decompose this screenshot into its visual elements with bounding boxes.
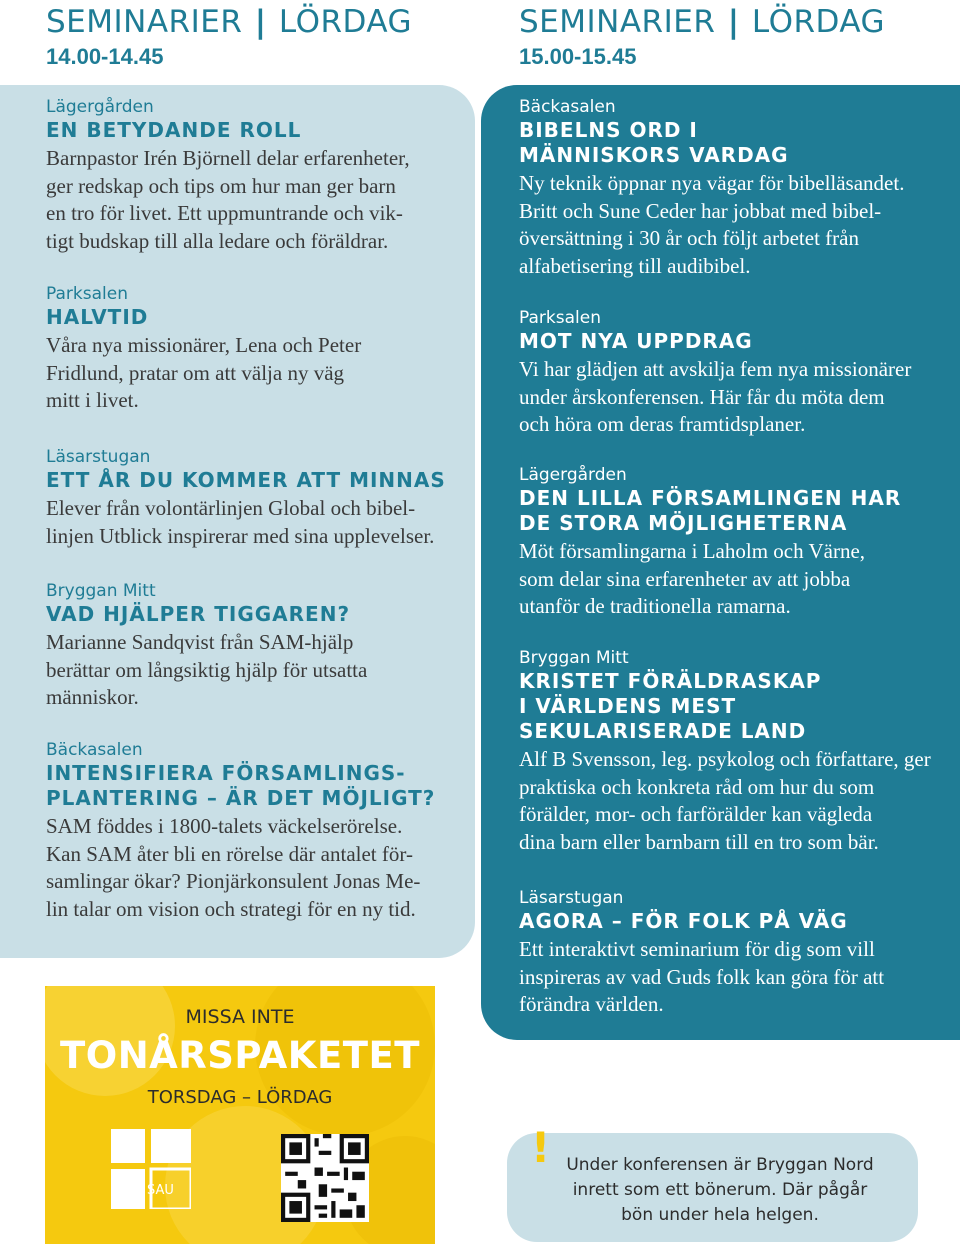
session-title (46, 305, 361, 330)
left-time: 14.00-14.45 (46, 44, 164, 69)
description-line: Ny teknik öppnar nya vägar för bibelläsandet. (519, 171, 905, 195)
session-item (519, 887, 884, 1019)
session-title-line: VAD HJÄLPER TIGGAREN? (46, 602, 351, 626)
description-line: Våra nya missionärer, Lena och Peter (46, 333, 362, 357)
left-header-label: SEMINARIER (46, 4, 243, 40)
description-line: mitt i livet. (46, 388, 139, 412)
description-line: alfabetisering till audibibel. (519, 253, 751, 278)
session-location: Bryggan Mitt (519, 648, 629, 668)
session-title-line: BIBELNS ORD I (519, 118, 698, 142)
left-header (46, 4, 412, 40)
notice-text (547, 1153, 893, 1228)
session-item (46, 283, 361, 415)
session-title-line: MÄNNISKORS VARDAG (519, 143, 789, 167)
description-line: människor. (46, 685, 139, 709)
session-title (46, 118, 410, 143)
session-title (46, 468, 446, 493)
session-title-line: I VÄRLDENS MEST (519, 694, 737, 718)
session-description (46, 813, 435, 923)
description-line: Barnpastor Irén Björnell delar erfarenheter, (46, 146, 410, 170)
session-item (46, 446, 446, 550)
session-description (46, 629, 367, 712)
session-title-line: EN BETYDANDE ROLL (46, 118, 302, 142)
session-location: Bryggan Mitt (46, 581, 156, 601)
session-title-line: HALVTID (46, 305, 149, 329)
right-header-divider: | (727, 4, 740, 40)
exclamation-icon: ! (531, 1123, 551, 1172)
description-line: linjen Utblick inspirerar med sina upplevelser. (46, 523, 435, 548)
description-line: under årskonferensen. Här får du möta dem (519, 384, 885, 409)
description-line: ger redskap och tips om hur man ger barn (46, 173, 396, 198)
session-item (519, 96, 904, 280)
session-description (46, 145, 410, 255)
description-line: Möt församlingarna i Laholm och Värne, (519, 539, 866, 563)
session-item (46, 580, 367, 712)
session-title-line: ETT ÅR DU KOMMER ATT MINNAS (46, 468, 446, 492)
session-description (519, 356, 911, 439)
session-title-line: DE STORA MÖJLIGHETERNA (519, 511, 848, 535)
session-item (46, 739, 435, 923)
sau-logo-text: SAU (147, 1183, 174, 1198)
notice-line: Under konferensen är Bryggan Nord (566, 1155, 874, 1175)
session-item (46, 96, 410, 255)
description-line: Vi har glädjen att avskilja fem nya missionärer (519, 357, 912, 381)
session-title-line: KRISTET FÖRÄLDRASKAP (519, 669, 822, 693)
description-line: Britt och Sune Ceder har jobbat med bibel- (519, 198, 882, 223)
description-line: praktiska och konkreta råd om hur du som (519, 774, 875, 799)
left-header-divider: | (254, 4, 267, 40)
description-line: tigt budskap till alla ledare och föräldrar. (46, 228, 389, 253)
session-description (46, 495, 446, 550)
description-line: samlingar ökar? Pionjärkonsulent Jonas Me- (46, 869, 421, 893)
session-title (519, 909, 884, 934)
description-line: inspireras av vad Guds folk kan göra för att (519, 964, 885, 989)
notice-line: bön under hela helgen. (621, 1205, 819, 1225)
session-title (519, 329, 911, 354)
description-line: förälder, mor- och farförälder kan vägleda (519, 802, 873, 826)
session-title (519, 118, 904, 168)
right-header-day: LÖRDAG (751, 4, 886, 40)
session-item (519, 647, 931, 856)
promo-banner (45, 986, 435, 1244)
session-title (46, 602, 367, 627)
session-description (519, 936, 884, 1019)
qr-code-icon[interactable] (281, 1134, 369, 1222)
description-line: berättar om långsiktig hjälp för utsatta (46, 657, 368, 682)
description-line: en tro för livet. Ett uppmuntrande och vik- (46, 201, 403, 225)
promo-kicker: MISSA INTE (185, 1006, 295, 1028)
session-description (519, 746, 931, 856)
session-title (46, 761, 435, 811)
session-item (519, 307, 911, 439)
description-line: Ett interaktivt seminarium för dig som vill (519, 937, 875, 961)
description-line: Kan SAM åter bli en rörelse där antalet för- (46, 841, 413, 866)
promo-days: TORSDAG – LÖRDAG (147, 1087, 333, 1108)
right-time: 15.00-15.45 (519, 44, 637, 69)
description-line: översättning i 30 år och följt arbetet från (519, 226, 859, 250)
description-line: Fridlund, pratar om att välja ny väg (46, 360, 345, 385)
description-line: som delar sina erfarenheter av att jobba (519, 566, 851, 591)
description-line: utanför de traditionella ramarna. (519, 594, 791, 618)
left-header-day: LÖRDAG (278, 4, 413, 40)
session-location: Parksalen (519, 308, 601, 328)
description-line: förändra världen. (519, 992, 664, 1016)
session-location: Bäckasalen (46, 740, 143, 760)
right-header (519, 4, 885, 40)
session-location: Lägergården (46, 97, 154, 117)
notice-line: inrett som ett bönerum. Där pågår (572, 1180, 868, 1200)
session-description (46, 332, 361, 415)
session-location: Läsarstugan (46, 447, 151, 467)
session-description (519, 170, 904, 280)
description-line: SAM föddes i 1800-talets väckelserörelse. (46, 814, 403, 838)
session-item (519, 464, 901, 621)
description-line: dina barn eller barnbarn till en tro som bär. (519, 829, 879, 854)
session-title (519, 486, 901, 536)
session-title-line: DEN LILLA FÖRSAMLINGEN HAR (519, 486, 902, 510)
session-description (519, 538, 901, 621)
session-title-line: MOT NYA UPPDRAG (519, 329, 753, 353)
session-location: Lägergården (519, 465, 627, 485)
notice-box (507, 1123, 918, 1242)
session-location: Bäckasalen (519, 97, 616, 117)
right-header-label: SEMINARIER (519, 4, 716, 40)
session-location: Läsarstugan (519, 888, 624, 908)
promo-headline: TONÅRSPAKETET (60, 1034, 420, 1077)
description-line: och höra om deras framtidsplaner. (519, 412, 806, 436)
description-line: Alf B Svensson, leg. psykolog och författare, ger (519, 747, 931, 771)
description-line: Elever från volontärlinjen Global och bibel- (46, 496, 416, 520)
session-title (519, 669, 931, 744)
session-title-line: PLANTERING – ÄR DET MÖJLIGT? (46, 786, 436, 810)
description-line: Marianne Sandqvist från SAM-hjälp (46, 630, 354, 654)
description-line: lin talar om vision och strategi för en ny tid. (46, 896, 416, 921)
session-title-line: INTENSIFIERA FÖRSAMLINGS- (46, 761, 406, 785)
session-title-line: SEKULARISERADE LAND (519, 719, 807, 743)
session-location: Parksalen (46, 284, 128, 304)
session-title-line: AGORA – FÖR FOLK PÅ VÄG (519, 909, 848, 933)
